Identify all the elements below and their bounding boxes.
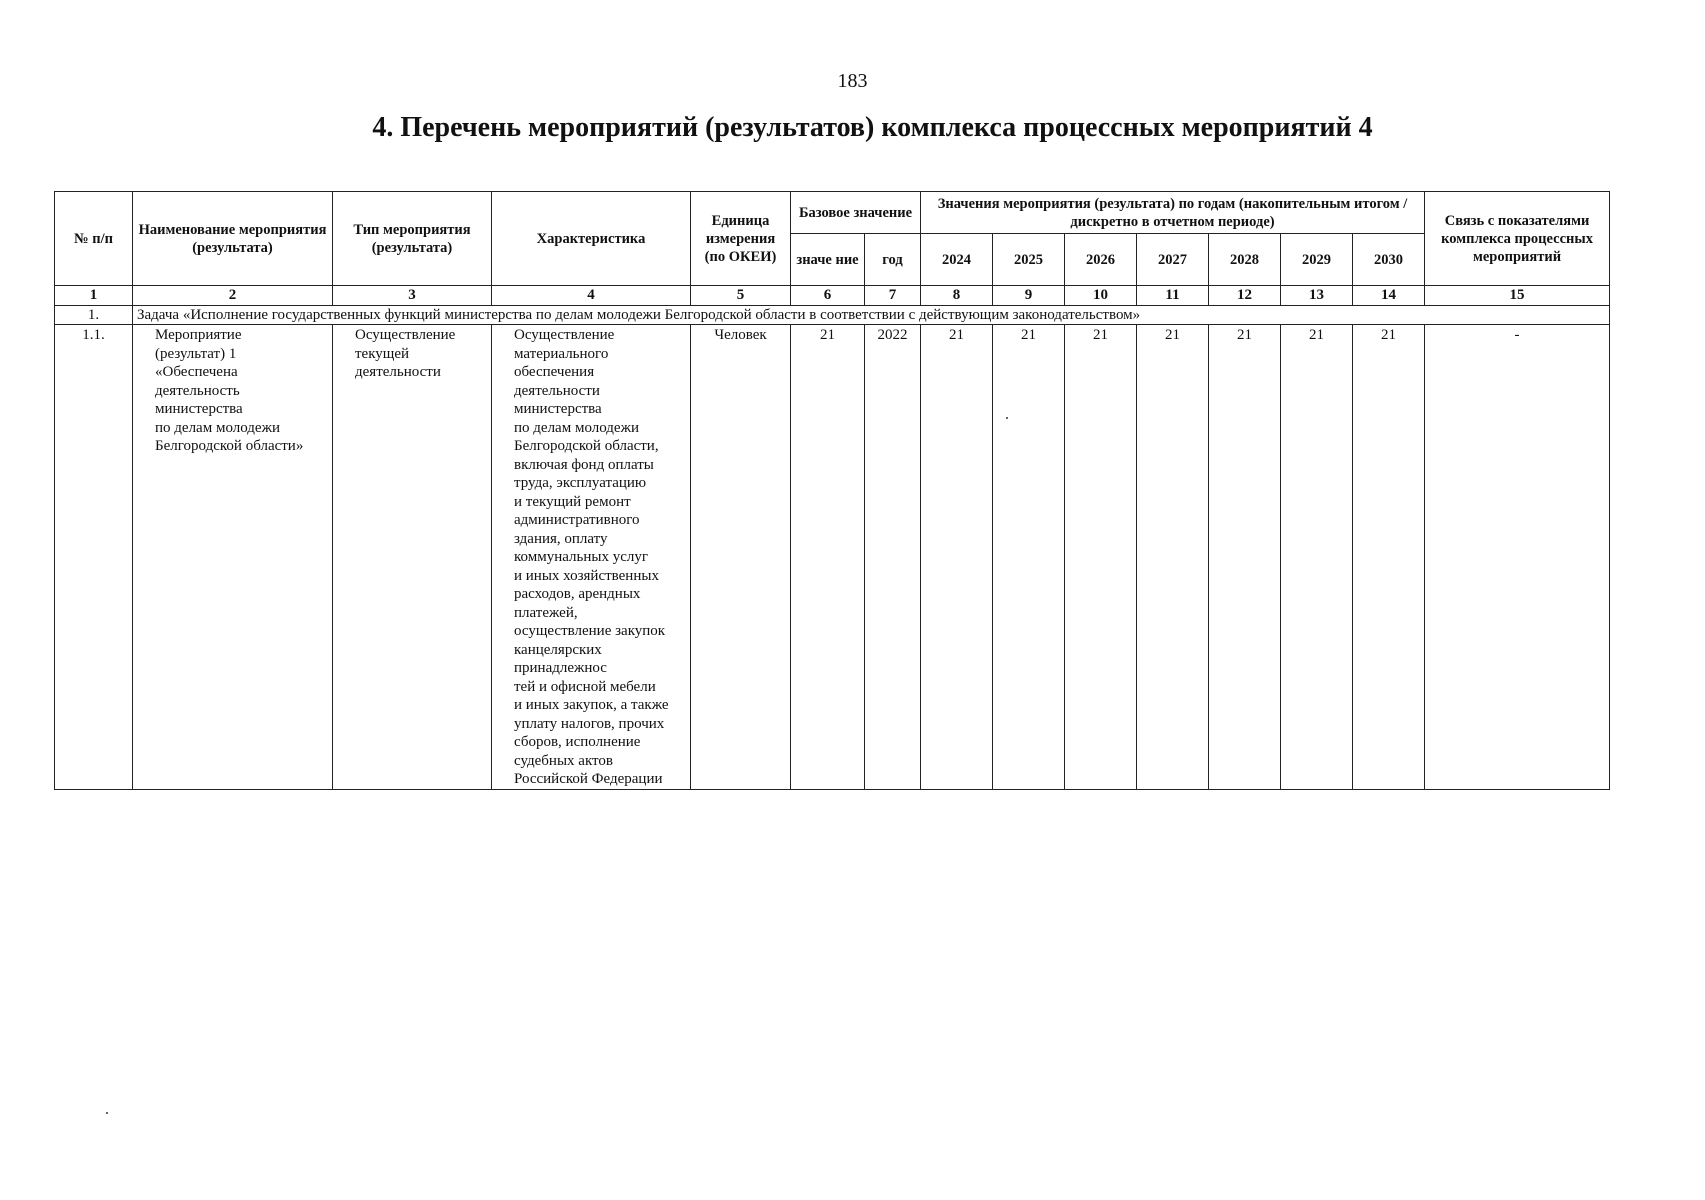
measure-characteristic-line: деятельности [514,382,600,399]
year-value: 21 [1065,325,1137,790]
measure-type [355,326,487,382]
col-year-header: 2028 [1209,234,1281,286]
year-value: 21 [1281,325,1353,790]
measure-name-line: (результат) 1 [155,345,237,362]
unit-value: Человек [691,325,791,790]
measure-characteristic-cell [492,325,691,790]
column-number: 12 [1209,286,1281,306]
measure-name [155,326,328,456]
col-year-header: 2024 [921,234,993,286]
measure-characteristic-line: Осуществление [514,327,615,343]
col-type-header: Тип мероприятия (результата) [333,192,492,286]
row-number: 1.1. [55,325,133,790]
measure-characteristic-line: включая фонд оплаты [514,456,654,473]
col-base-header: Базовое значение [791,192,921,234]
col-year-header: 2027 [1137,234,1209,286]
measure-characteristic-line: здания, оплату [514,530,608,547]
column-number: 10 [1065,286,1137,306]
year-value: 21 [1209,325,1281,790]
measure-characteristic-line: административного [514,512,640,528]
col-year-header: 2025 [993,234,1065,286]
page-number: 183 [837,70,868,92]
year-value: 21 [1137,325,1209,790]
measure-type-line: текущей [355,345,410,362]
col-years-group-header: Значения мероприятия (результата) по годам (накопительным итогом / дискретно в отчетном периоде) [921,192,1425,234]
column-number: 9 [993,286,1065,306]
task-text: Задача «Исполнение государственных функций министерства по делам молодежи Белгородской области в соответствии с действующим законодательством» [133,306,1610,325]
col-base-year-header: год [865,234,921,286]
measure-characteristic-line: сборов, исполнение [514,734,641,750]
measure-name-line: «Обеспечена [155,364,238,380]
column-number: 8 [921,286,993,306]
column-number: 15 [1425,286,1610,306]
table-row [55,325,1610,790]
task-number: 1. [55,306,133,325]
year-value: 21 [921,325,993,790]
column-number: 6 [791,286,865,306]
col-unit-header: Единица измерения (по ОКЕИ) [691,192,791,286]
scan-speck [1006,417,1008,419]
column-number: 5 [691,286,791,306]
measure-type-cell [333,325,492,790]
col-base-value-header: значе ние [791,234,865,286]
measure-characteristic-line: обеспечения [514,364,595,380]
measure-characteristic-line: канцелярских [514,641,602,658]
measure-name-line: деятельность [155,382,240,399]
base-value: 21 [791,325,865,790]
measure-characteristic-line: платежей, [514,604,578,621]
measure-name-line: Белгородской области» [155,438,304,454]
year-value: 21 [1353,325,1425,790]
measure-characteristic-line: коммунальных услуг [514,549,649,565]
column-number: 4 [492,286,691,306]
year-value: 21 [993,325,1065,790]
measure-characteristic-line: и текущий ремонт [514,493,631,510]
measure-characteristic-line: судебных актов [514,752,613,769]
measure-characteristic-line: расходов, арендных [514,586,641,602]
measure-characteristic-line: министерства [514,401,602,417]
base-year: 2022 [865,325,921,790]
measure-name-cell [133,325,333,790]
column-number: 11 [1137,286,1209,306]
scan-speck [106,1112,108,1114]
column-number: 7 [865,286,921,306]
measure-type-line: деятельности [355,364,441,380]
col-year-header: 2030 [1353,234,1425,286]
measure-characteristic-line: материального [514,345,609,362]
measure-name-line: Мероприятие [155,327,242,343]
column-numbers-row [55,286,1610,306]
measure-characteristic-line: осуществление закупок [514,623,666,639]
measure-characteristic-line: труда, эксплуатацию [514,475,647,491]
measure-characteristic [514,326,686,789]
page-title: 4. Перечень мероприятий (результатов) комплекса процессных мероприятий 4 [372,112,1373,143]
col-year-header: 2026 [1065,234,1137,286]
header-row-top [55,192,1610,234]
measure-type-line: Осуществление [355,327,456,343]
measure-characteristic-line: уплату налогов, прочих [514,715,665,732]
task-row [55,306,1610,325]
col-link-header: Связь с показателями комплекса процессных мероприятий [1425,192,1610,286]
column-number: 13 [1281,286,1353,306]
col-num-header: № п/п [55,192,133,286]
measure-name-line: министерства [155,401,243,417]
measure-characteristic-line: принадлежнос [514,660,607,676]
measure-characteristic-line: по делам молодежи [514,419,639,436]
column-number: 3 [333,286,492,306]
column-number: 1 [55,286,133,306]
column-number: 2 [133,286,333,306]
column-number: 14 [1353,286,1425,306]
measures-table [54,191,1610,790]
col-name-header: Наименование мероприятия (результата) [133,192,333,286]
measure-name-line: по делам молодежи [155,419,280,436]
measure-characteristic-line: Российской Федерации [514,771,663,787]
col-characteristic-header: Характеристика [492,192,691,286]
measure-characteristic-line: тей и офисной мебели [514,678,656,695]
measure-characteristic-line: Белгородской области, [514,438,659,454]
measure-characteristic-line: и иных закупок, а также [514,697,669,713]
measure-characteristic-line: и иных хозяйственных [514,567,659,584]
link-value: - [1425,325,1610,790]
col-year-header: 2029 [1281,234,1353,286]
